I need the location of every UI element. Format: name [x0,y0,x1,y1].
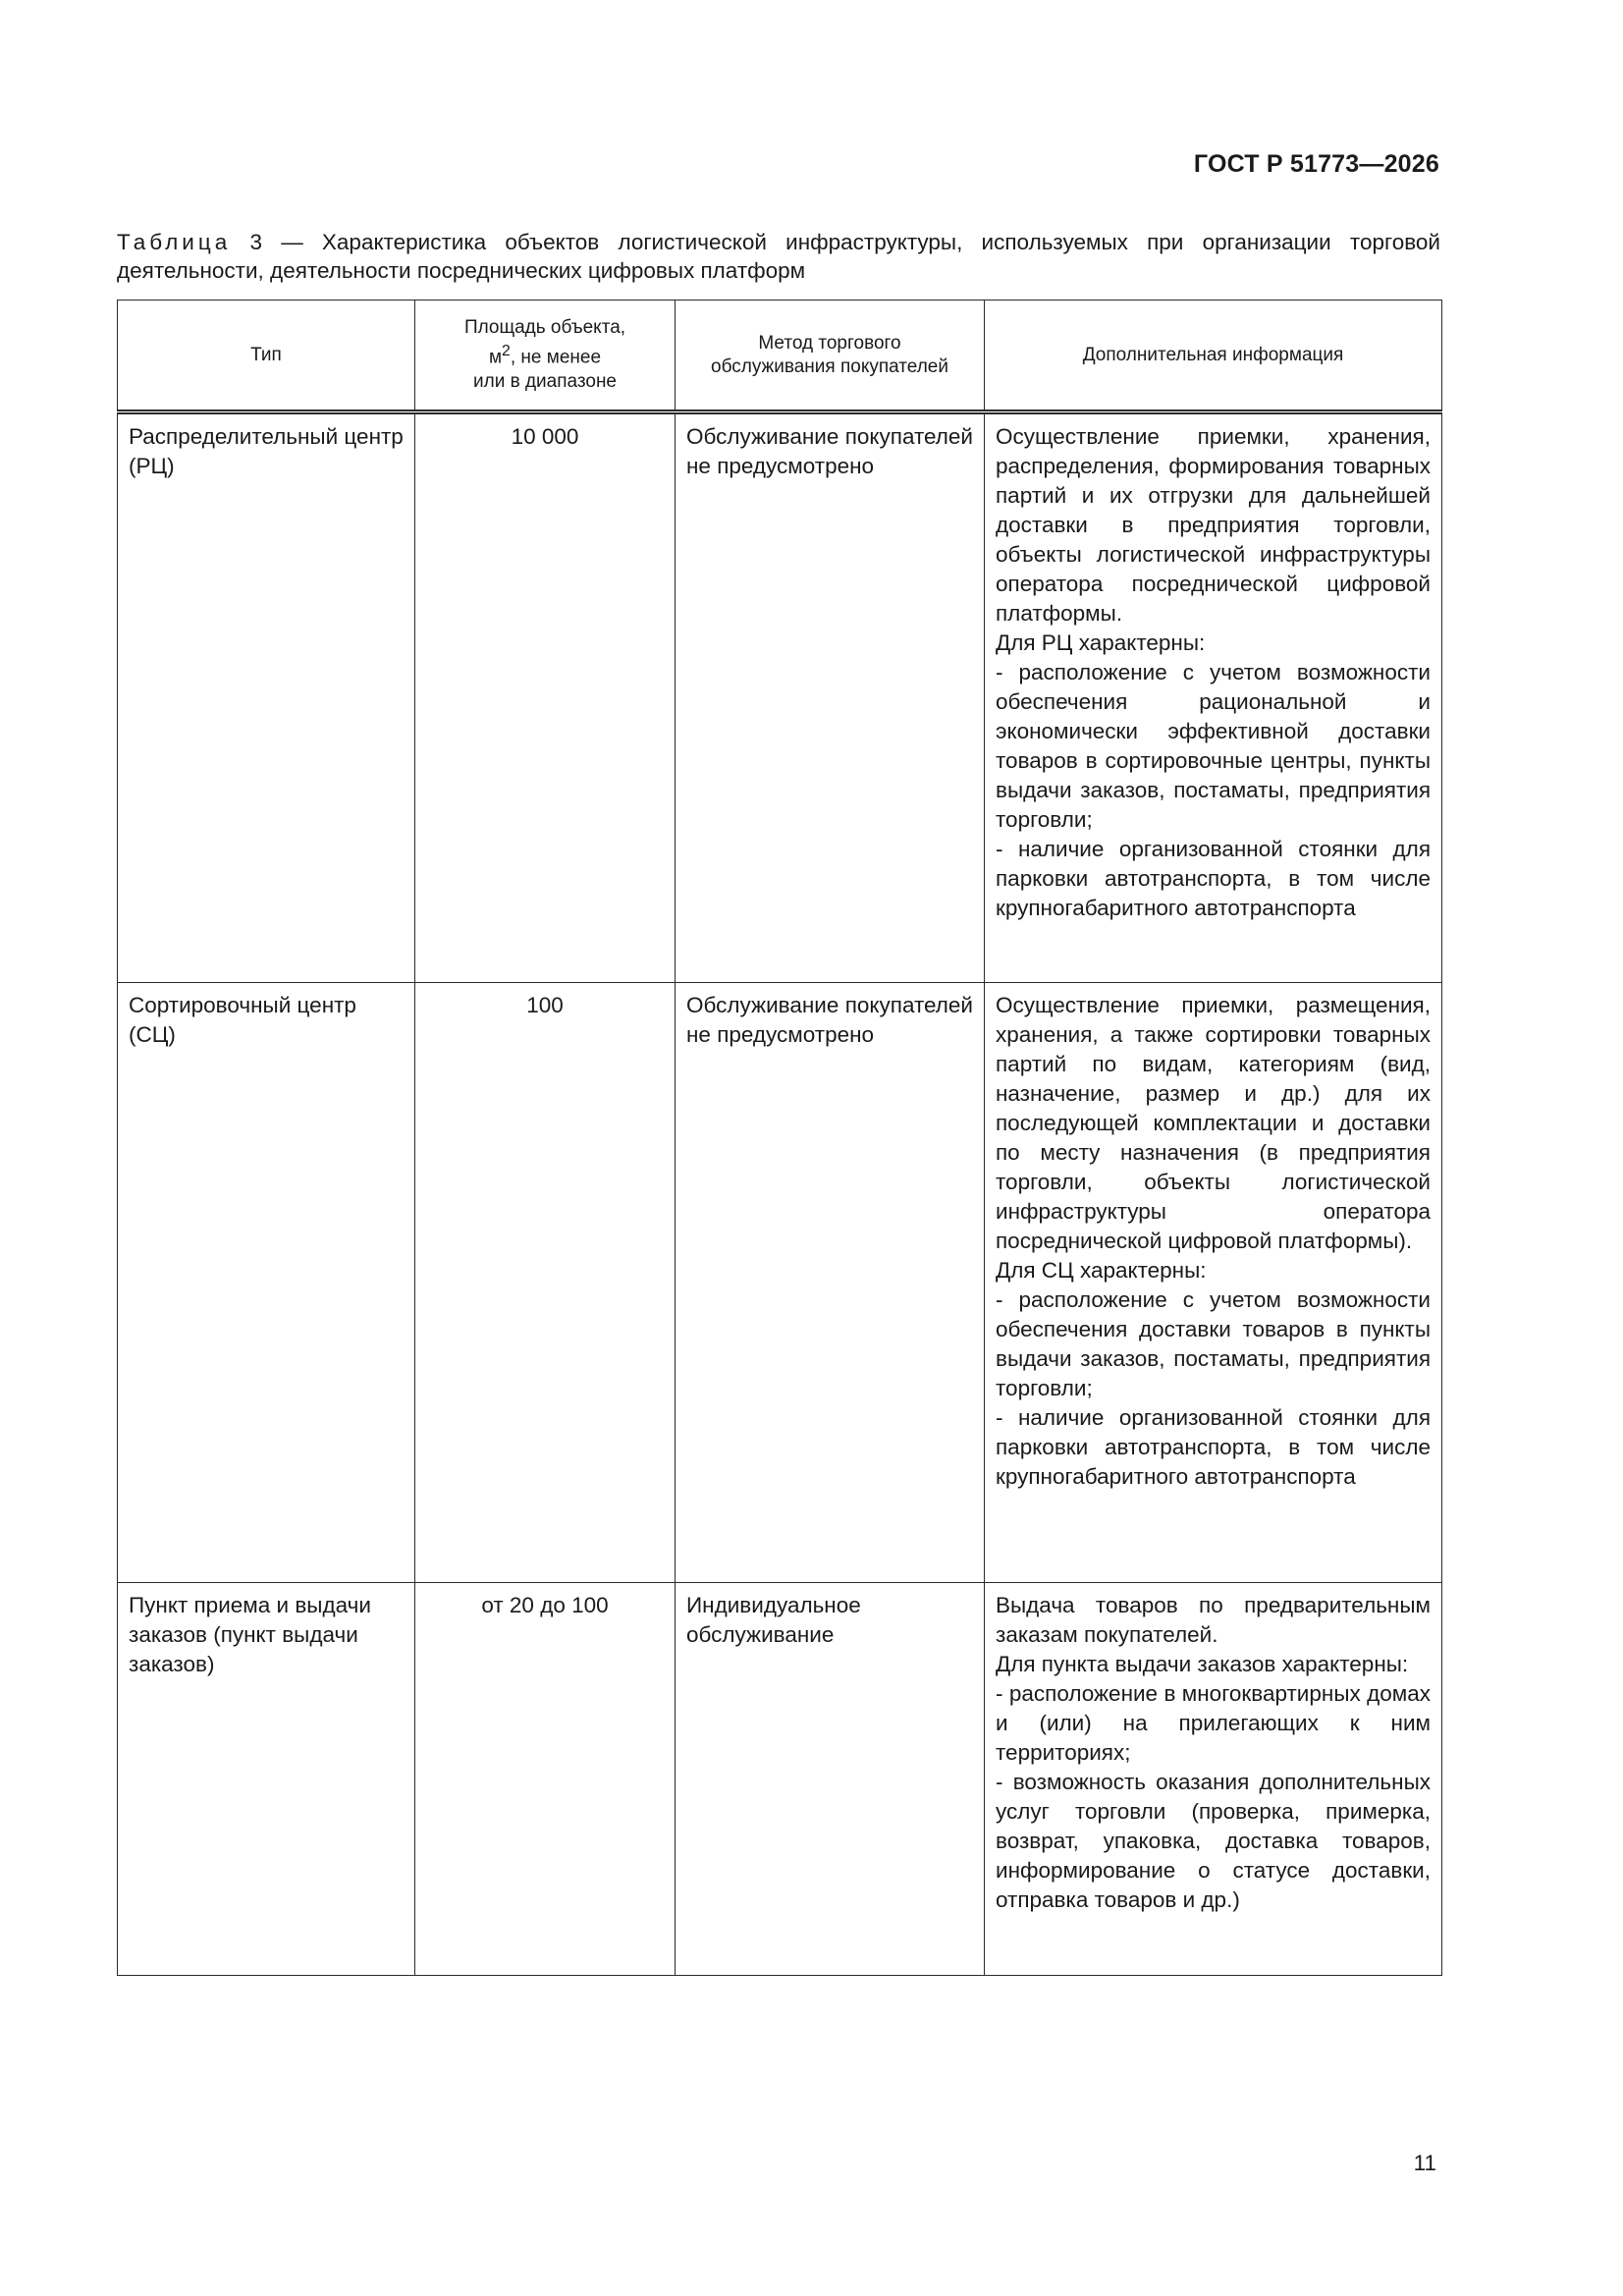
table-caption-label: Таблица [117,230,232,254]
header-method [676,301,985,412]
table-row [118,412,1442,983]
info-paragraph: - наличие организованной стоянки для парковки автотранспорта, в том числе крупногабаритного автотранспорта [996,837,1431,920]
info-paragraph: Осуществление приемки, размещения, хранения, а также сортировки товарных партий по видам, категориям (вид, назначение, размер и др.) для их последующей комплектации и доставки по месту назначения (в предприятия торговли, объекты логистической инфраструктуры оператора посреднической цифровой платформы). [996,993,1431,1253]
table-row [118,1583,1442,1976]
cell-type: Сортировочный центр (СЦ) [118,983,415,1583]
header-type-label: Тип [250,344,282,365]
cell-type: Пункт приема и выдачи заказов (пункт выдачи заказов) [118,1583,415,1976]
header-area-unit: м [488,347,503,368]
header-info-label: Дополнительная информация [1082,344,1344,365]
info-paragraph: - наличие организованной стоянки для парковки автотранспорта, в том числе крупногабаритного автотранспорта [996,1405,1431,1489]
header-area-sup: 2 [502,343,511,360]
header-method-line1: Метод торгового [758,332,901,354]
logistics-table [117,300,1442,1976]
header-area-line3: или в диапазоне [473,370,617,392]
header-area [415,301,676,412]
info-paragraph: - возможность оказания дополнительных услуг торговли (проверка, примерка, возврат, упаковка, доставка товаров, информирование о статусе доставки, отправка товаров и др.) [996,1770,1431,1912]
header-method-line2: обслуживания покупателей [711,355,948,377]
cell-info [985,1583,1442,1976]
cell-area: 100 [415,983,676,1583]
document-code: ГОСТ Р 51773—2026 [1193,150,1439,178]
cell-area: от 20 до 100 [415,1583,676,1976]
table-header-row [118,301,1442,412]
cell-type: Распределительный центр (РЦ) [118,412,415,983]
info-paragraph: Осуществление приемки, хранения, распределения, формирования товарных партий и их отгрузки для дальнейшей доставки в предприятия торговли, объекты логистической инфраструктуры оператора посреднической цифровой платформы. [996,424,1431,626]
info-paragraph: - расположение с учетом возможности обеспечения доставки товаров в пункты выдачи заказов, постаматы, предприятия торговли; [996,1287,1431,1400]
cell-info [985,983,1442,1583]
cell-info [985,412,1442,983]
info-paragraph: Для пункта выдачи заказов характерны: [996,1652,1409,1676]
info-paragraph: Выдача товаров по предварительным заказам покупателей. [996,1593,1431,1647]
page-number: 11 [1413,2151,1436,2175]
table-row [118,983,1442,1583]
info-paragraph: Для РЦ характерны: [996,630,1206,655]
info-paragraph: Для СЦ характерны: [996,1258,1207,1283]
cell-area: 10 000 [415,412,676,983]
header-area-line2: , не менее [510,347,602,368]
cell-method: Обслуживание покупателей не предусмотрено [676,983,985,1583]
cell-method: Обслуживание покупателей не предусмотрено [676,412,985,983]
info-paragraph: - расположение в многоквартирных домах и (или) на прилегающих к ним территориях; [996,1681,1431,1765]
table-caption-text: 3 — Характеристика объектов логистической инфраструктуры, используемых при организации торговой деятельности, деятельности посреднических цифровых платформ [117,230,1440,283]
cell-method: Индивидуальное обслуживание [676,1583,985,1976]
header-type [118,301,415,412]
header-area-line1: Площадь объекта, [463,317,626,339]
header-info [985,301,1442,412]
info-paragraph: - расположение с учетом возможности обеспечения рациональной и экономически эффективной доставки товаров в сортировочные центры, пункты выдачи заказов, постаматы, предприятия торговли; [996,660,1431,832]
table-caption [117,228,1440,285]
